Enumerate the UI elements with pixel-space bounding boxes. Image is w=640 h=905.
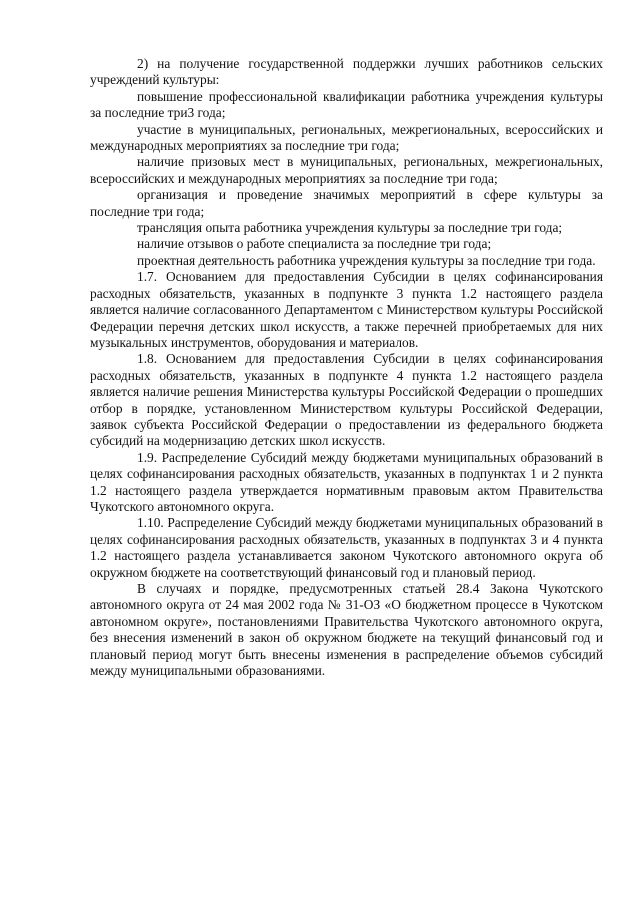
- paragraph-criterion-prizes: наличие призовых мест в муниципальных, региональных, межрегиональных, всероссийских и международных мероприятиях за последние три года;: [90, 154, 603, 186]
- paragraph-criterion-reviews: наличие отзывов о работе специалиста за последние три года;: [137, 236, 492, 252]
- paragraph-clause-1-8: 1.8. Основанием для предоставления Субсидии в целях софинансирования расходных обязательств, указанных в подпункте 4 пункта 1.2 настоящего раздела является наличие решения Министерства культуры Российской Федерации о прошедших отбор в порядке, установленном Министерством культуры Российской Федерации, заявок субъекта Российской Федерации о предоставлении из федерального бюджета субсидий на модернизацию детских школ искусств.: [90, 351, 603, 449]
- paragraph-criterion-projects: проектная деятельность работника учреждения культуры за последние три года.: [137, 252, 596, 268]
- paragraph-clause-1-7: 1.7. Основанием для предоставления Субсидии в целях софинансирования расходных обязательств, указанных в подпункте 3 пункта 1.2 настоящего раздела является наличие согласованного Департаментом с Министерством культуры Российской Федерации перечня детских школ искусств, а также перечней приобретаемых для них музыкальных инструментов, оборудования и материалов.: [90, 269, 603, 350]
- paragraph-clause-1-9: 1.9. Распределение Субсидий между бюджетами муниципальных образований в целях софинансирования расходных обязательств, указанных в подпунктах 1 и 2 пункта 1.2 настоящего раздела утверждается нормативным правовым актом Правительства Чукотского автономного округа.: [90, 449, 603, 514]
- paragraph-criterion-qualification: повышение профессиональной квалификации работника учреждения культуры за последние три3 года;: [90, 88, 603, 121]
- paragraph-clause-1-10: 1.10. Распределение Субсидий между бюджетами муниципальных образований в целях софинансирования расходных обязательств, указанных в подпунктах 3 и 4 пункта 1.2 настоящего раздела устанавливается законом Чукотского автономного округа об окружном бюджете на соответствующий финансовый год и плановый период.: [90, 515, 603, 580]
- paragraph-support-heading: 2) на получение государственной поддержки лучших работников сельских учреждений культуры:: [90, 56, 603, 88]
- paragraph-final: В случаях и порядке, предусмотренных статьей 28.4 Закона Чукотского автономного округа от 24 мая 2002 года № 31-ОЗ «О бюджетном процессе в Чукотском автономном округе», постановлениями Правительства Чукотского автономного округа, без внесения изменений в закон об окружном бюджете на текущий финансовый год и плановый период могут быть внесены изменения в распределение объемов субсидий между муниципальными образованиями.: [90, 581, 603, 679]
- paragraph-criterion-experience: трансляция опыта работника учреждения культуры за последние три года;: [137, 220, 563, 236]
- document-page: [90, 56, 603, 679]
- paragraph-criterion-events: организация и проведение значимых мероприятий в сфере культуры за последние три года;: [90, 187, 603, 219]
- paragraph-criterion-participation: участие в муниципальных, региональных, межрегиональных, всероссийских и международных мероприятиях за последние три года;: [90, 121, 603, 154]
